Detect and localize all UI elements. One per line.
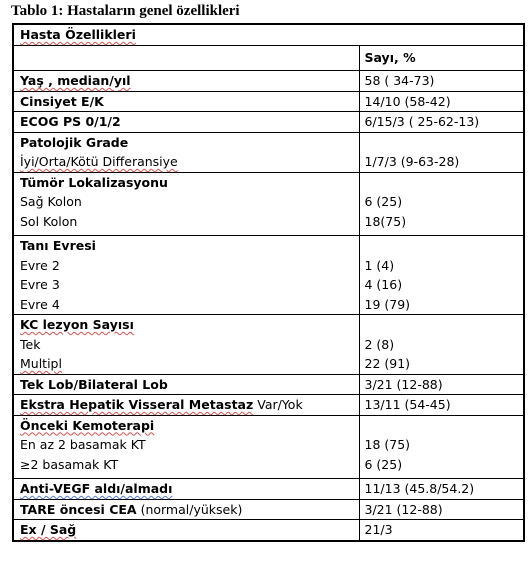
lokalizasyon-item: Sol Kolon [20, 213, 78, 229]
kc-lezyon-heading: KC lezyon Sayısı [20, 317, 134, 332]
table-row [13, 479, 524, 500]
kemoterapi-item: En az 2 basamak KT [20, 437, 146, 452]
row-label-grade [13, 132, 359, 172]
tani-evresi-item: Evre 2 [20, 257, 60, 273]
row-label-cinsiyet: Cinsiyet E/K [13, 91, 359, 112]
table-caption: Tablo 1: Hastaların genel özellikleri [11, 3, 240, 19]
kemoterapi-item: ≥2 basamak KT [20, 456, 119, 472]
table-row [13, 236, 524, 315]
tani-evresi-item: Evre 3 [20, 277, 60, 292]
count-header: Sayı, % [359, 46, 524, 71]
row-value-ecog: 6/15/3 ( 25-62-13) [359, 112, 524, 133]
table-title-row [13, 24, 524, 46]
row-label-lob: Tek Lob/Bilateral Lob [13, 374, 359, 395]
row-value-ekstra: 13/11 (54-45) [359, 395, 524, 416]
kc-lezyon-item: Tek [20, 336, 41, 352]
table-row [13, 172, 524, 236]
lokalizasyon-item: Sağ Kolon [20, 194, 82, 209]
row-value-vegf: 11/13 (45.8/54.2) [359, 479, 524, 500]
table-row [13, 499, 524, 520]
row-label-cea: TARE öncesi CEA (normal/yüksek) [13, 499, 359, 520]
row-label-vegf: Anti-VEGF aldı/almadı [13, 479, 359, 500]
row-label-ekstra: Ekstra Hepatik Visseral Metastaz Var/Yok [13, 395, 359, 416]
grade-heading: Patolojik Grade [20, 134, 129, 150]
row-value-exsag: 21/3 [359, 520, 524, 541]
table-row [13, 374, 524, 395]
header-empty-cell [13, 46, 359, 71]
table-row [13, 395, 524, 416]
row-label-tani-evresi [13, 236, 359, 315]
lokalizasyon-heading: Tümör Lokalizasyonu [20, 174, 168, 190]
table-row [13, 415, 524, 479]
table-title: Hasta Özellikleri [13, 24, 524, 46]
row-label-exsag: Ex / Sağ [13, 520, 359, 541]
row-label-kemoterapi [13, 415, 359, 479]
patient-characteristics-table [12, 23, 525, 542]
row-value-yas: 58 ( 34-73) [359, 71, 524, 92]
row-label-yas: Yaş , median/yıl [13, 71, 359, 92]
row-value-lokalizasyon: 6 (25) 18(75) [359, 172, 524, 236]
table-row [13, 132, 524, 172]
row-value-grade: 1/7/3 (9-63-28) [359, 132, 524, 172]
row-value-lob: 3/21 (12-88) [359, 374, 524, 395]
row-label-ecog: ECOG PS 0/1/2 [13, 112, 359, 133]
tani-evresi-heading: Tanı Evresi [20, 238, 96, 253]
table-row [13, 315, 524, 375]
row-value-cea: 3/21 (12-88) [359, 499, 524, 520]
table-row [13, 520, 524, 541]
kc-lezyon-item: Multipl [20, 356, 62, 371]
kemoterapi-heading: Önceki Kemoterapi [20, 417, 155, 433]
table-row [13, 112, 524, 133]
row-value-kemoterapi: 18 (75) 6 (25) [359, 415, 524, 479]
table-header-row [13, 46, 524, 71]
row-label-kc-lezyon [13, 315, 359, 375]
row-value-cinsiyet: 14/10 (58-42) [359, 91, 524, 112]
tani-evresi-item: Evre 4 [20, 296, 60, 312]
row-value-kc-lezyon: 2 (8) 22 (91) [359, 315, 524, 375]
row-label-lokalizasyon [13, 172, 359, 236]
grade-sublabel: İyi/Orta/Kötü Differansiye [20, 154, 178, 169]
table-row [13, 91, 524, 112]
table-row [13, 71, 524, 92]
row-value-tani-evresi: 1 (4) 4 (16) 19 (79) [359, 236, 524, 315]
